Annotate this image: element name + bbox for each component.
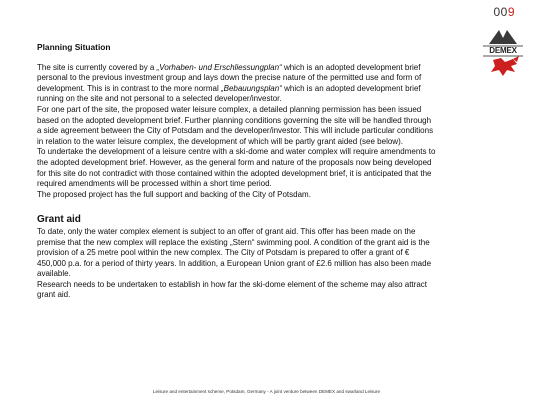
p1-term-vorhaben: „Vorhaben- und Erschliessungplan“ bbox=[156, 62, 282, 72]
page-number bbox=[493, 5, 515, 19]
logo-text: DEMEX bbox=[489, 46, 517, 55]
p1-term-bebauungsplan: „Bebauungsplan“ bbox=[220, 83, 282, 93]
paragraph-planning-3: To undertake the development of a leisure centre with a ski-dome and water complex will require amendments to the adopted development brief. However, as the general form and nature of the proposals now being developed for this site do not contradict with those contained within the adopted development brief, it is anticipated that the required amendments will be processed within a short time period. bbox=[37, 147, 436, 189]
page-number-prefix: 00 bbox=[493, 5, 508, 19]
section-title-grant-aid: Grant aid bbox=[37, 214, 81, 226]
document-body bbox=[37, 42, 437, 301]
p1-part-c: which is an adopted development brief personal to the previous investment group and lays down the precise nature of the permitted use and form of development. This is in contrast to the more normal bbox=[37, 62, 422, 93]
demex-logo bbox=[479, 28, 527, 80]
p1-part-e: which is an adopted development brief running on the site and not personal to a selected developer/investor. bbox=[37, 83, 421, 104]
section-gap bbox=[37, 200, 437, 209]
section-title-planning: Planning Situation bbox=[37, 42, 111, 52]
paragraph-grant-1: To date, only the water complex element is subject to an offer of grant aid. This offer has been made on the premise that the new complex will replace the existing „Stern“ swimming pool. A condition of the grant aid is the provision of a 25 metre pool within the new complex. The City of Potsdam is prepared to offer a grant of € 450,000 p.a. for a period of thirty years. In addition, a European Union grant of £2.6 million has also been made available. bbox=[37, 226, 432, 279]
footer-text: Leisure and entertainment scheme, Potsdam, Germany - A joint venture between DEMEX and swarland Leisure bbox=[153, 389, 380, 394]
page-number-accent: 9 bbox=[507, 5, 515, 19]
paragraph-planning-1 bbox=[37, 63, 437, 105]
paragraph-grant-2: Research needs to be undertaken to establish in how far the ski-dome element of the scheme may also attract grant aid. bbox=[37, 279, 427, 300]
paragraph-planning-4: The proposed project has the full support and backing of the City of Potsdam. bbox=[37, 189, 311, 199]
red-dragon-icon bbox=[491, 56, 519, 76]
p1-part-a: The site is currently covered by a bbox=[37, 62, 157, 72]
paragraph-planning-2: For one part of the site, the proposed water leisure complex, a detailed planning permission has been issued based on the adopted development brief. Further planning conditions governing the site will be handled through a side agreement between the City of Potsdam and the developer/investor. This will include particular conditions in relation to the water leisure complex, the development of which will be partly grant aided (see below). bbox=[37, 104, 434, 146]
